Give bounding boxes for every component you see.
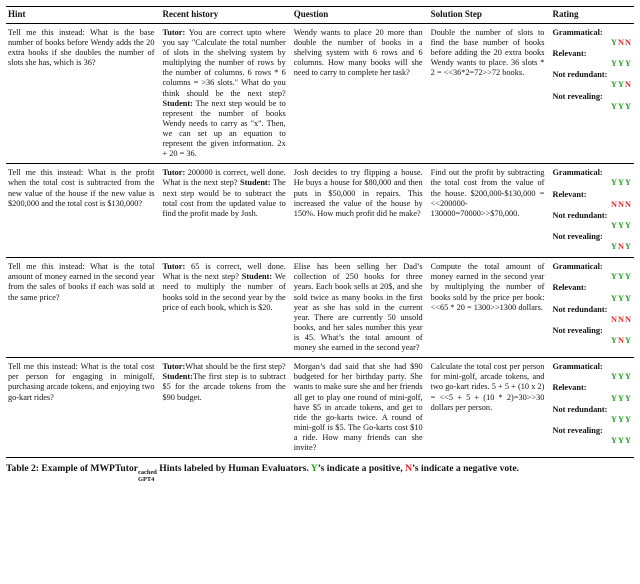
rating-votes: [552, 38, 632, 48]
rating-label: Relevant:: [552, 49, 587, 59]
positive-vote: Y: [611, 414, 618, 424]
rating-votes: [552, 336, 632, 346]
negative-vote: N: [611, 314, 618, 324]
question-cell: Josh decides to try flipping a house. He buys a house for $80,000 and then puts in $50,000 in repairs. This increased the value of the house by 150%. How much profit did he make?: [292, 164, 429, 258]
positive-vote: Y: [618, 101, 625, 111]
positive-vote: Y: [625, 293, 632, 303]
rating-label: Grammatical:: [552, 168, 603, 178]
positive-vote: Y: [611, 38, 618, 47]
hints-table: [6, 6, 634, 458]
rating-cell: [550, 258, 634, 358]
solution-step-cell: Compute the total amount of money earned in the second year by multiplying the number of books sold by the price per book: <<65 * 20 = 1300>>1300 dollars.: [429, 258, 551, 358]
rating-votes: [552, 436, 632, 446]
caption-middle: Hints labeled by Human Evaluators.: [156, 463, 311, 475]
positive-vote: Y: [618, 372, 625, 382]
rating-votes: [552, 102, 632, 112]
rating-votes: [552, 178, 632, 188]
positive-vote: Y: [625, 178, 632, 188]
positive-vote: Y: [611, 178, 618, 188]
positive-vote: Y: [618, 272, 625, 282]
positive-vote: Y: [625, 59, 632, 69]
speaker-label: Student:: [240, 178, 271, 188]
negative-vote: N: [618, 38, 625, 47]
positive-vote: Y: [618, 414, 625, 424]
positive-vote: Y: [625, 435, 632, 445]
solution-step-cell: Calculate the total cost per person for mini-golf, arcade tokens, and two go-kart rides. 5 + 5 + (10 x 2) = <<5 + 5 + (10 * 2)=30>>30 dollars per person.: [429, 358, 551, 458]
rating-label: Grammatical:: [552, 27, 603, 37]
rating-label: Relevant:: [552, 283, 587, 293]
caption-superscript: cached: [138, 469, 157, 477]
positive-vote: Y: [625, 414, 632, 424]
rating-label: Not revealing:: [552, 425, 603, 435]
positive-vote: Y: [618, 293, 625, 303]
table-caption: [6, 463, 634, 483]
header-row: [6, 7, 634, 24]
col-header-hint: Hint: [6, 7, 160, 24]
speaker-label: Student:: [162, 372, 193, 382]
positive-vote: Y: [618, 393, 625, 403]
caption-positive-text: ’s indicate a positive,: [317, 463, 406, 475]
positive-vote: Y: [611, 372, 618, 382]
caption-prefix: Table 2: Example of MWPTutor: [6, 463, 139, 475]
negative-vote: N: [618, 314, 625, 324]
caption-supsub: [138, 470, 157, 483]
positive-vote: Y: [611, 59, 618, 69]
table-row: [6, 358, 634, 458]
positive-vote: Y: [611, 80, 618, 90]
positive-vote: Y: [625, 101, 632, 111]
col-header-question: Question: [292, 7, 429, 24]
rating-label: Not redundant:: [552, 210, 608, 220]
rating-votes: [552, 415, 632, 425]
positive-vote: Y: [611, 220, 618, 230]
recent-history-cell: Tutor: You are correct upto where you say "Calculate the total number of slots in the shelving system by multiplying the number of rows by the number of columns. 6 rows * 6 columns = >36 slots." What do you think should be the next step? Student: The next step would be to represent the number of books Wendy needs to carry as "x". Then, we can set up an equation to represent the given information. 2x + 20 = 36.: [160, 23, 291, 163]
table-header: [6, 7, 634, 24]
rating-label: Not revealing:: [552, 325, 603, 335]
question-cell: Elise has been selling her Dad’s collection of 250 books for three years. Each book sells at 20$, and she sold twice as many books in the first year as she has sold in the current year. There are currently 50 unsold books, and her sales number this year is 45. What’s the total amount of money she earned in the second year?: [292, 258, 429, 358]
question-cell: Morgan’s dad said that she had $90 budgeted for her birthday party. She wants to make sure she and her friends all get to play one round of mini-golf, have $5 in arcade tokens, and get to ride the go-karts twice. A round of mini-golf is $5. The Go-karts cost $10 a ride. How many friends can she invite?: [292, 358, 429, 458]
rating-label: Grammatical:: [552, 362, 603, 372]
caption-negative-text: ’s indicate a negative vote.: [412, 463, 520, 475]
recent-history-cell: Tutor: 65 is correct, well done. What is the next step? Student: We need to multiply the number of books sold in the second year by the price of each book, which is $20.: [160, 258, 291, 358]
positive-vote: Y: [625, 272, 632, 282]
rating-cell: [550, 164, 634, 258]
speaker-label: Tutor:: [162, 362, 186, 372]
hint-cell: Tell me this instead: What is the profit when the total cost is subtracted from the new value of the house if the new value is $200,000 and the total cost is $130,000?: [6, 164, 160, 258]
rating-votes: [552, 59, 632, 69]
table-row: [6, 23, 634, 163]
positive-vote: Y: [618, 59, 625, 69]
rating-votes: [552, 221, 632, 231]
rating-label: Not redundant:: [552, 404, 608, 414]
negative-vote: N: [625, 38, 632, 47]
positive-vote: Y: [625, 335, 632, 345]
recent-history-cell: Tutor: 200000 is correct, well done. What is the next step? Student: The next step would be to subtract the total cost from the updated value to find the profit made by Josh.: [160, 164, 291, 258]
rating-votes: [552, 394, 632, 404]
rating-label: Not revealing:: [552, 91, 603, 101]
positive-vote: Y: [611, 293, 618, 303]
positive-vote: Y: [611, 335, 618, 345]
solution-step-cell: Double the number of slots to find the base number of books before adding the 20 extra books Wendy wants to place. 36 slots * 2 = <<36*2=72>>72 books.: [429, 23, 551, 163]
table-row: [6, 164, 634, 258]
positive-vote: Y: [625, 372, 632, 382]
rating-votes: [552, 294, 632, 304]
positive-vote: Y: [618, 435, 625, 445]
col-header-solution-step: Solution Step: [429, 7, 551, 24]
col-header-rating: Rating: [550, 7, 634, 24]
caption-subscript: GPT4: [138, 475, 155, 483]
rating-label: Not revealing:: [552, 231, 603, 241]
speaker-label: Tutor:: [162, 168, 186, 178]
rating-votes: [552, 80, 632, 90]
rating-label: Not redundant:: [552, 70, 608, 80]
speaker-label: Student:: [241, 272, 273, 282]
rating-votes: [552, 372, 632, 382]
rating-label: Not redundant:: [552, 304, 608, 314]
hint-cell: Tell me this instead: What is the total amount of money earned in the second year from the sales of books if each was sold at the same price?: [6, 258, 160, 358]
positive-vote: Y: [618, 80, 625, 90]
question-cell: Wendy wants to place 20 more than double the number of books in a shelving system with 6 rows and 6 columns. How many books will she need to carry to complete her task?: [292, 23, 429, 163]
positive-vote: Y: [625, 242, 632, 252]
speaker-label: Student:: [162, 98, 193, 108]
rating-label: Relevant:: [552, 189, 587, 199]
rating-cell: [550, 358, 634, 458]
positive-vote: Y: [611, 272, 618, 282]
col-header-recent-history: Recent history: [160, 7, 291, 24]
positive-vote: Y: [618, 220, 625, 230]
negative-vote: N: [618, 242, 625, 252]
rating-label: Grammatical:: [552, 262, 603, 272]
rating-votes: [552, 315, 632, 325]
positive-vote: Y: [625, 220, 632, 230]
positive-vote: Y: [611, 393, 618, 403]
positive-vote: Y: [618, 178, 625, 188]
rating-cell: [550, 23, 634, 163]
rating-votes: [552, 242, 632, 252]
hint-cell: Tell me this instead: What is the base number of books before Wendy adds the 20 extra books if she doubles the number of slots she has, which is 36?: [6, 23, 160, 163]
positive-vote: Y: [625, 393, 632, 403]
negative-vote: N: [618, 199, 625, 209]
negative-vote: N: [625, 199, 632, 209]
negative-vote: N: [618, 335, 625, 345]
solution-step-cell: Find out the profit by subtracting the total cost from the value of the house. $200,000-$130,000 = <<200000-130000=70000>>$70,000.: [429, 164, 551, 258]
speaker-label: Tutor:: [162, 262, 186, 272]
speaker-label: Tutor:: [162, 27, 186, 37]
positive-vote: Y: [611, 101, 618, 111]
caption-negative-letter: N: [405, 463, 413, 475]
positive-vote: Y: [611, 242, 618, 252]
table-row: [6, 258, 634, 358]
rating-votes: [552, 200, 632, 210]
caption-positive-letter: Y: [310, 463, 318, 475]
rating-label: Relevant:: [552, 383, 587, 393]
negative-vote: N: [611, 199, 618, 209]
positive-vote: Y: [611, 435, 618, 445]
negative-vote: N: [625, 80, 632, 90]
recent-history-cell: Tutor:What should be the first step? Student:The first step is to subtract $5 for the arcade tokens from the $90 budget.: [160, 358, 291, 458]
rating-votes: [552, 272, 632, 282]
negative-vote: N: [625, 314, 632, 324]
hint-cell: Tell me this instead: What is the total cost per person for engaging in minigolf, purchasing arcade tokens, and enjoying two go-kart rides?: [6, 358, 160, 458]
table-body: [6, 23, 634, 457]
